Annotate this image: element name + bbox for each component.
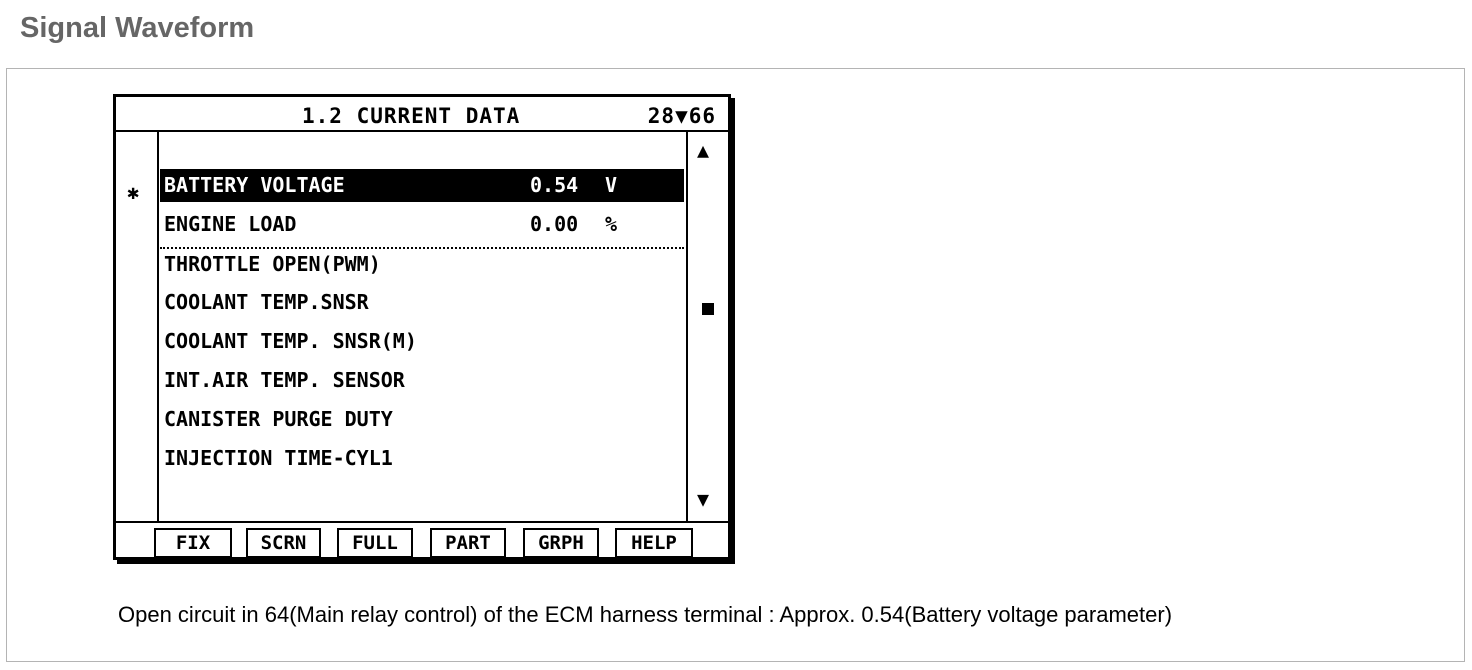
data-row-label: BATTERY VOLTAGE xyxy=(164,173,345,197)
data-row-label: CANISTER PURGE DUTY xyxy=(164,407,393,431)
data-row-value: 0.00 xyxy=(530,212,579,236)
data-row-label: COOLANT TEMP. SNSR(M) xyxy=(164,329,417,353)
scanner-title: 1.2 CURRENT DATA xyxy=(302,104,521,128)
data-row-coolant-temp-m[interactable] xyxy=(160,325,684,358)
function-key-bar xyxy=(116,523,728,560)
data-row-engine-load[interactable] xyxy=(160,208,684,241)
grph-button[interactable]: GRPH xyxy=(523,528,599,558)
data-row-coolant-temp[interactable] xyxy=(160,286,684,319)
data-row-label: INT.AIR TEMP. SENSOR xyxy=(164,368,405,392)
data-row-unit: % xyxy=(605,212,618,236)
fix-button[interactable]: FIX xyxy=(154,528,232,558)
list-left-divider xyxy=(157,132,159,521)
data-row-int-air-temp[interactable] xyxy=(160,364,684,397)
selection-cursor-icon: ✱ xyxy=(127,180,140,204)
current-data-list xyxy=(116,132,728,523)
data-row-injection-time[interactable] xyxy=(160,442,684,475)
scanner-item-counter: 28▼66 xyxy=(647,104,716,128)
data-row-label: ENGINE LOAD xyxy=(164,212,297,236)
help-button[interactable]: HELP xyxy=(615,528,693,558)
scanner-screen xyxy=(113,94,731,560)
data-row-battery-voltage[interactable] xyxy=(160,169,684,202)
data-row-value: 0.54 xyxy=(530,173,579,197)
data-row-label: INJECTION TIME-CYL1 xyxy=(164,446,393,470)
scanner-header xyxy=(116,97,728,132)
scroll-up-arrow-icon[interactable]: ▲ xyxy=(697,138,710,162)
scrollbar-thumb[interactable] xyxy=(702,303,714,315)
data-row-label: COOLANT TEMP.SNSR xyxy=(164,290,369,314)
page-title: Signal Waveform xyxy=(20,12,255,44)
figure-caption: Open circuit in 64(Main relay control) of the ECM harness terminal : Approx. 0.54(Battery voltage parameter) xyxy=(118,602,1173,627)
part-button[interactable]: PART xyxy=(430,528,506,558)
data-row-label: THROTTLE OPEN(PWM) xyxy=(164,252,381,276)
data-row-unit: V xyxy=(605,173,618,197)
scrn-button[interactable]: SCRN xyxy=(246,528,321,558)
data-row-canister-purge[interactable] xyxy=(160,403,684,436)
scroll-down-arrow-icon[interactable]: ▼ xyxy=(697,487,710,511)
list-right-divider xyxy=(686,132,688,521)
full-button[interactable]: FULL xyxy=(337,528,413,558)
data-row-throttle-open[interactable] xyxy=(160,248,684,281)
